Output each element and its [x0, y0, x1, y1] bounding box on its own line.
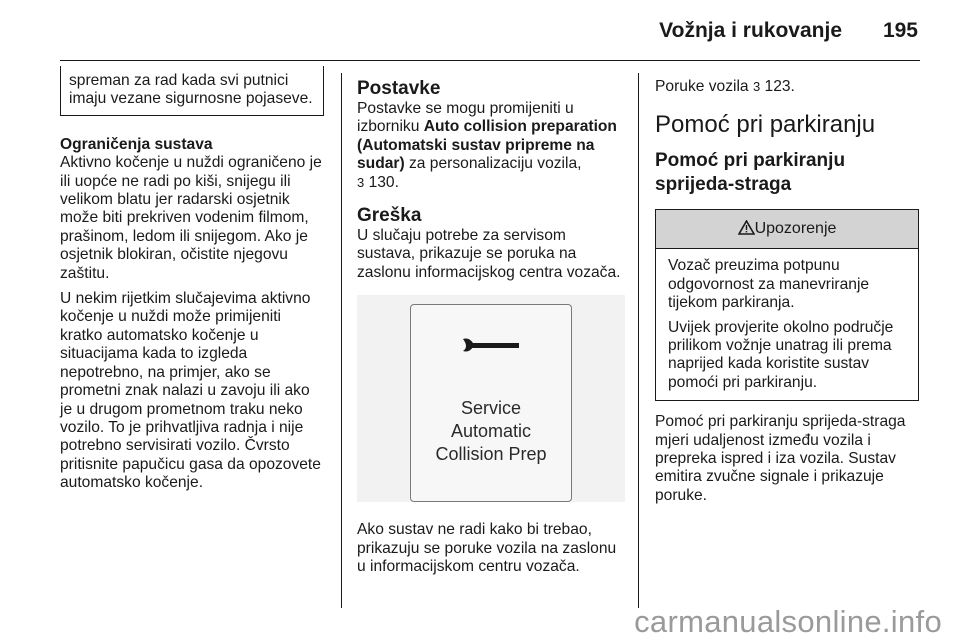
column-3 [655, 78, 919, 512]
warning-paragraph-2: Uvijek provjerite okolno područje prilikom vožnje unatrag ili prema naprijed kada koristite sustav pomoći pri parkiranju. [668, 318, 894, 391]
settings-heading: Postavke [357, 78, 441, 99]
limits-heading: Ograničenja sustava [60, 135, 213, 153]
warning-body [656, 249, 918, 400]
after-figure-paragraph: Ako sustav ne radi kako bi trebao, prikazuju se poruke vozila na zaslonu u informacijskom centru vozača. [357, 521, 617, 576]
parking-assist-paragraph: Pomoć pri parkiranju sprijeda-straga mjeri udaljenost između vozila i prepreka ispred i iza vozila. Sustav emitira zvučne signale i prikazuje poruke. [655, 413, 906, 504]
settings-menu-name: Auto collision preparation (Automatski sustav pripreme na sudar) [357, 118, 617, 173]
driver-info-display-figure [357, 295, 625, 502]
section-title: Pomoć pri parkiranju [655, 111, 876, 139]
column-2 [357, 78, 625, 583]
page-number: 195 [882, 19, 918, 42]
wrench-icon [461, 335, 521, 357]
warning-header [656, 210, 918, 249]
header-rule [60, 60, 920, 61]
continued-box [60, 66, 324, 116]
display-line-3: Collision Prep [435, 444, 547, 465]
vehicle-messages-ref [655, 78, 919, 96]
column-1 [60, 66, 324, 500]
continued-box-text: spreman za rad kada svi putnici imaju vezane sigurnosne pojaseve. [69, 72, 313, 108]
display-message [411, 397, 571, 466]
column-divider-1 [341, 73, 342, 608]
settings-page-ref[interactable]: 130. [364, 173, 399, 191]
settings-paragraph [357, 100, 625, 192]
warning-paragraph-1: Vozač preuzima potpunu odgovornost za manevriranje tijekom parkiranja. [668, 257, 870, 312]
page-header [0, 0, 960, 62]
limits-paragraph-2: U nekim rijetkim slučajevima aktivno kočenje u nuždi može primijeniti kratko automatsko kočenje u situacijama kada to izgleda nepotrebno, na primjer, ako se prometni znak nalazi u zavoju ili ako je u drugom prometnom traku neko vozilo. To je prihvatljiva radnja i nije potrebno servisirati vozilo. Čvrsto pritisnite papučicu gasa da opozovete automatsko kočenje. [60, 290, 321, 492]
page-title: Vožnja i rukovanje [659, 19, 842, 42]
error-paragraph: U slučaju potrebe za servisom sustava, prikazuje se poruka na zaslonu informacijskog centra vozača. [357, 227, 621, 281]
driver-info-display [410, 304, 572, 502]
error-heading: Greška [357, 205, 422, 227]
subsection-title: Pomoć pri parkiranju sprijeda-straga [655, 150, 846, 196]
warning-label: Upozorenje [754, 220, 837, 238]
display-line-2: Automatic [450, 421, 532, 442]
column-divider-2 [638, 73, 639, 608]
settings-text-2: za personalizaciju vozila, [404, 155, 582, 173]
vehicle-messages-page-ref[interactable]: 123. [760, 78, 795, 95]
limits-paragraph-1: Aktivno kočenje u nuždi ograničeno je ili uopće ne radi po kiši, snijegu ili velikom blatu jer radarski osjetnik može biti prekriven vodenim filmom, prašinom, ledom ili snijegom. Ako je osjetnik blokiran, očistite njegovu zaštitu. [60, 154, 322, 282]
reference-arrow-icon: 3 [357, 174, 365, 190]
settings-text-1: Postavke se mogu promijeniti u izborniku [357, 100, 574, 136]
display-line-1: Service [460, 398, 522, 419]
vehicle-messages-text: Poruke vozila [655, 78, 749, 95]
warning-triangle-icon [738, 220, 755, 235]
watermark: carmanualsonline.info [634, 604, 942, 639]
warning-box [655, 209, 919, 401]
reference-arrow-icon: 3 [752, 79, 761, 94]
